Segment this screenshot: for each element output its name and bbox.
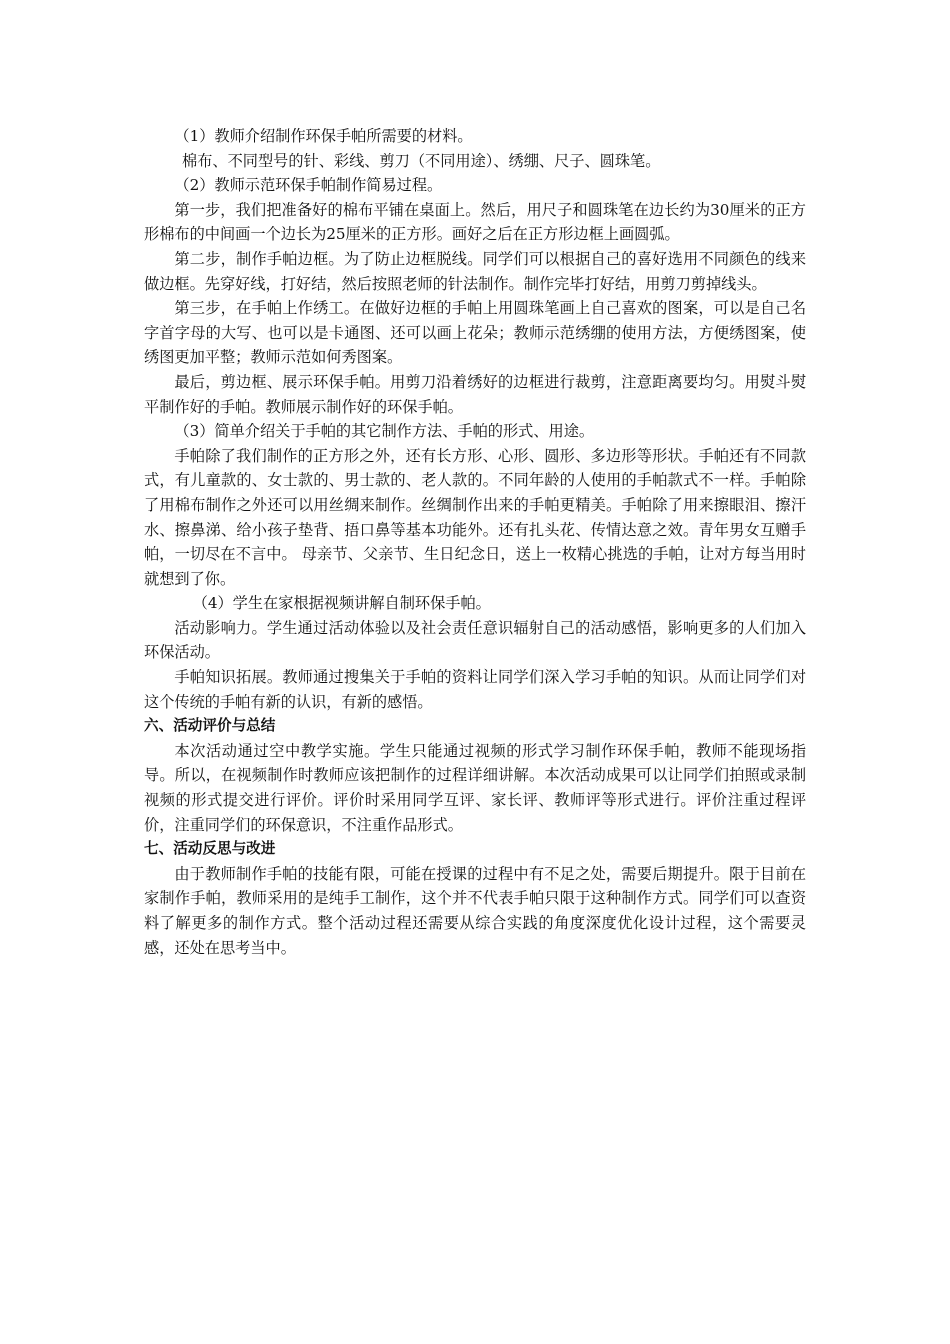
materials-intro: （1）教师介绍制作环保手帕所需要的材料。 bbox=[174, 127, 473, 145]
document-page bbox=[144, 124, 806, 960]
evaluation-summary: 本次活动通过空中教学实施。学生只能通过视频的形式学习制作环保手帕，教师不能现场指导。所以，在视频制作时教师应该把制作的过程详细讲解。本次活动成果可以让同学们拍照或录制视频的形式提交进行评价。评价时采用同学互评、家长评、教师评等形式进行。评价注重过程评价，注重同学们的环保意识，不注重作品形式。 bbox=[144, 741, 806, 834]
section-heading-reflection: 七、活动反思与改进 bbox=[144, 840, 276, 858]
home-making: （4）学生在家根据视频讲解自制环保手帕。 bbox=[192, 594, 491, 613]
other-methods-intro: （3）简单介绍关于手帕的其它制作方法、手帕的形式、用途。 bbox=[174, 422, 595, 441]
step-three: 第三步，在手帕上作绣工。在做好边框的手帕上用圆珠笔画上自己喜欢的图案，可以是自己名字首字母的大写、也可以是卡通图、还可以画上花朵；教师示范绣绷的使用方法，方便绣图案，使绣图更加平整；教师示范如何秀图案。 bbox=[144, 299, 806, 367]
section-heading-evaluation: 六、活动评价与总结 bbox=[144, 717, 276, 735]
reflection-improvement: 由于教师制作手帕的技能有限，可能在授课的过程中有不足之处，需要后期提升。限于目前在家制作手帕，教师采用的是纯手工制作，这个并不代表手帕只限于这种制作方式。同学们可以查资料了解更多的制作方式。整个活动过程还需要从综合实践的角度深度优化设计过程，这个需要灵感，还处在思考当中。 bbox=[144, 864, 806, 957]
step-final: 最后，剪边框、展示环保手帕。用剪刀沿着绣好的边框进行裁剪，注意距离要均匀。用熨斗熨平制作好的手帕。教师展示制作好的环保手帕。 bbox=[144, 372, 806, 416]
step-two: 第二步，制作手帕边框。为了防止边框脱线。同学们可以根据自己的喜好选用不同颜色的线来做边框。先穿好线，打好结，然后按照老师的针法制作。制作完毕打好结，用剪刀剪掉线头。 bbox=[144, 249, 806, 293]
activity-influence: 活动影响力。学生通过活动体验以及社会责任意识辐射自己的活动感悟，影响更多的人们加入环保活动。 bbox=[144, 618, 806, 662]
knowledge-extension: 手帕知识拓展。教师通过搜集关于手帕的资料让同学们深入学习手帕的知识。从而让同学们对这个传统的手帕有新的认识，有新的感悟。 bbox=[144, 668, 806, 711]
step-one: 第一步，我们把准备好的棉布平铺在桌面上。然后，用尺子和圆珠笔在边长约为30厘米的正方形棉布的中间画一个边长为25厘米的正方形。画好之后在正方形边框上画圆弧。 bbox=[144, 200, 806, 244]
materials-list: 棉布、不同型号的针、彩线、剪刀（不同用途）、绣绷、尺子、圆珠笔。 bbox=[182, 151, 661, 170]
demo-intro: （2）教师示范环保手帕制作简易过程。 bbox=[174, 176, 443, 195]
handkerchief-forms: 手帕除了我们制作的正方形之外，还有长方形、心形、圆形、多边形等形状。手帕还有不同款式，有儿童款的、女士款的、男士款的、老人款的。不同年龄的人使用的手帕款式不一样。手帕除了用棉布制作之外还可以用丝绸来制作。丝绸制作出来的手帕更精美。手帕除了用来擦眼泪、擦汗水、擦鼻涕、给小孩子垫背、捂口鼻等基本功能外。还有扎头花、传情达意之效。青年男女互赠手帕，一切尽在不言中。 母亲节、父亲节、生日纪念日，送上一枚精心挑选的手帕，让对方每当用时就想到了你。 bbox=[144, 446, 806, 588]
